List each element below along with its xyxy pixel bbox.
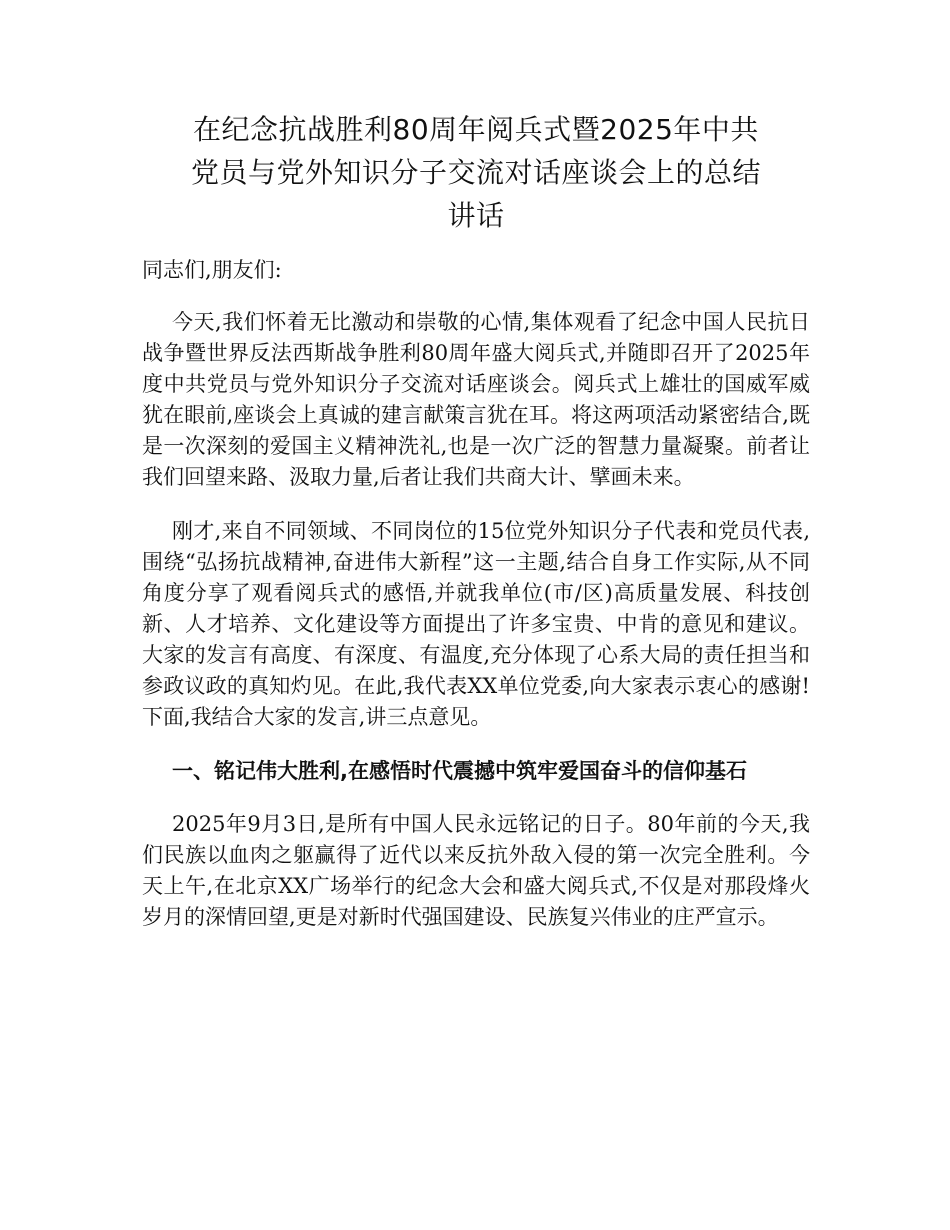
title-line-2: 党员与党外知识分子交流对话座谈会上的总结 <box>190 156 761 189</box>
section-heading-1: 一、铭记伟大胜利,在感悟时代震撼中筑牢爱国奋斗的信仰基石 <box>172 759 747 783</box>
paragraph-discussion: 刚才,来自不同领域、不同岗位的15位党外知识分子代表和党员代表,围绕“弘扬抗战精神,奋进伟大新程”这一主题,结合自身工作实际,从不同角度分享了观看阅兵式的感悟,并就我单位(市/区)高质量发展、科技创新、人才培养、文化建设等方面提出了许多宝贵、中肯的意见和建议。大家的发言有高度、有深度、有温度,充分体现了心系大局的责任担当和参政议政的真知灼见。在此,我代表XX单位党委,向大家表示衷心的感谢!下面,我结合大家的发言,讲三点意见。 <box>142 519 810 729</box>
document-title <box>142 108 810 237</box>
paragraph-intro: 今天,我们怀着无比激动和崇敬的心情,集体观看了纪念中国人民抗日战争暨世界反法西斯战争胜利80周年盛大阅兵式,并随即召开了2025年度中共党员与党外知识分子交流对话座谈会。阅兵式上雄壮的国威军威犹在眼前,座谈会上真诚的建言献策言犹在耳。将这两项活动紧密结合,既是一次深刻的爱国主义精神洗礼,也是一次广泛的智慧力量凝聚。前者让我们回望来路、汲取力量,后者让我们共商大计、擘画未来。 <box>142 310 810 489</box>
section-1-paragraph: 2025年9月3日,是所有中国人民永远铭记的日子。80年前的今天,我们民族以血肉之躯赢得了近代以来反抗外敌入侵的第一次完全胜利。今天上午,在北京XX广场举行的纪念大会和盛大阅兵式,不仅是对那段烽火岁月的深情回望,更是对新时代强国建设、民族复兴伟业的庄严宣示。 <box>142 812 810 929</box>
document-page <box>142 108 810 956</box>
title-line-3: 讲话 <box>447 199 505 232</box>
greeting: 同志们,朋友们: <box>142 258 282 282</box>
title-line-1: 在纪念抗战胜利80周年阅兵式暨2025年中共 <box>193 113 759 146</box>
